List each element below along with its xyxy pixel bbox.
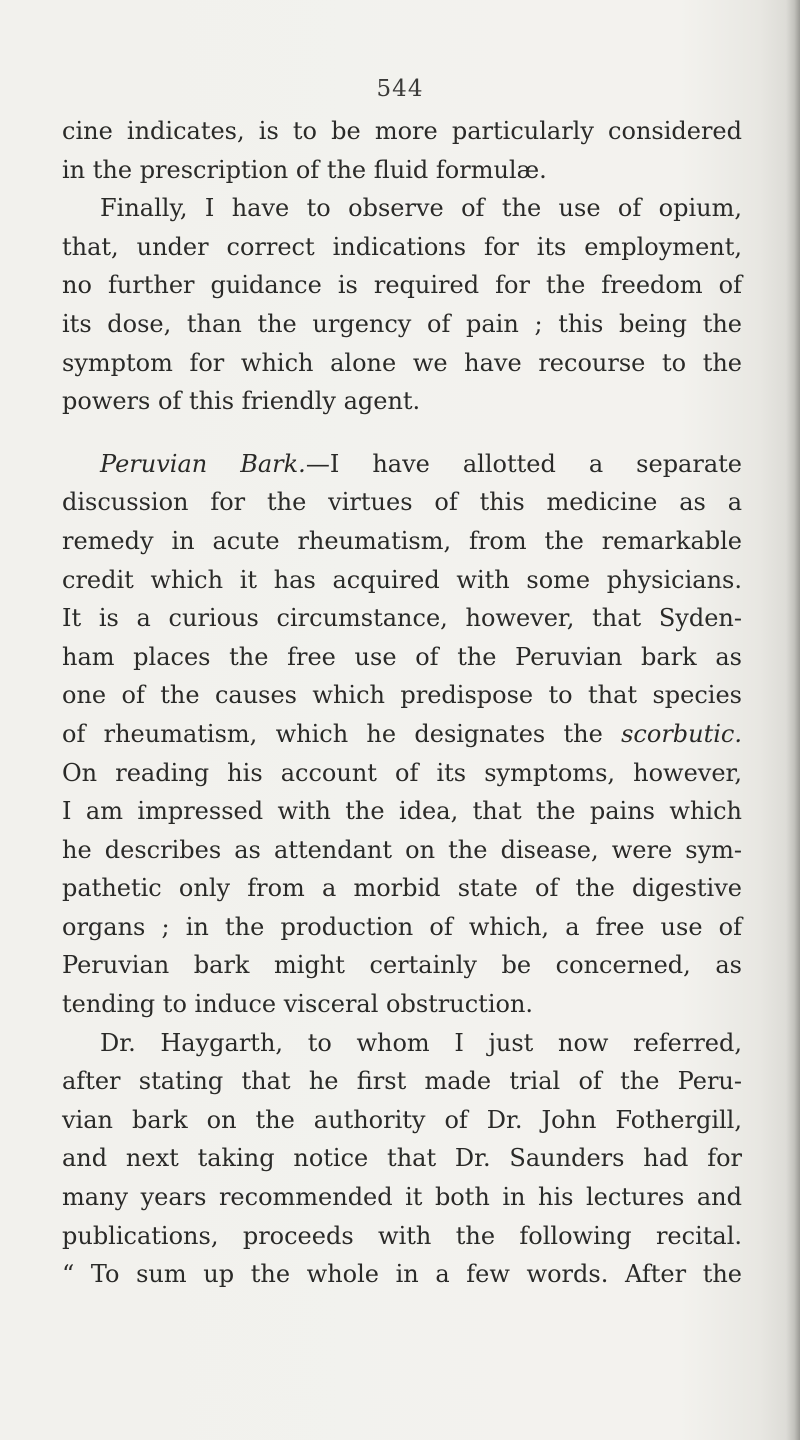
text-line: ham places the free use of the Peruvian bark as bbox=[62, 642, 742, 671]
italic-term: scorbutic. bbox=[621, 719, 742, 748]
text-line: credit which it has acquired with some physicians. bbox=[62, 565, 742, 594]
text-line: he describes as attendant on the disease, were sym- bbox=[62, 835, 742, 864]
text-line: symptom for which alone we have recourse to the bbox=[62, 348, 742, 377]
heading-continuation: —I have allotted a separate bbox=[305, 449, 742, 478]
text-line: cine indicates, is to be more particularly considered bbox=[62, 117, 742, 145]
text-line bbox=[62, 445, 742, 484]
body-text bbox=[62, 112, 742, 1294]
text-line: in the prescription of the fluid formulæ. bbox=[62, 155, 547, 184]
paragraph-haygarth bbox=[62, 1024, 742, 1294]
paragraph-gap bbox=[62, 421, 742, 445]
text-line: powers of this friendly agent. bbox=[62, 387, 421, 416]
text-line: publications, proceeds with the following recital. bbox=[62, 1221, 742, 1250]
text-line: pathetic only from a morbid state of the digestive bbox=[62, 874, 742, 903]
text-line: Dr. Haygarth, to whom I just now referred, bbox=[100, 1028, 742, 1057]
page-number: 544 bbox=[376, 76, 424, 102]
paragraph-peruvian-bark bbox=[62, 445, 742, 1024]
text-line: tending to induce visceral obstruction. bbox=[62, 990, 534, 1019]
text-line: its dose, than the urgency of pain ; this being the bbox=[62, 309, 742, 338]
text-run: of rheumatism, which he designates the bbox=[62, 719, 622, 748]
text-line: It is a curious circumstance, however, that Syden- bbox=[62, 604, 742, 633]
text-line: Finally, I have to observe of the use of opium, bbox=[100, 194, 742, 223]
paragraph-opium bbox=[62, 189, 742, 421]
text-line: after stating that he first made trial of the Peru- bbox=[62, 1067, 742, 1096]
page-edge-shadow bbox=[786, 0, 800, 1440]
text-line: and next taking notice that Dr. Saunders had for bbox=[62, 1144, 742, 1173]
text-line: Peruvian bark might certainly be concerned, as bbox=[62, 951, 742, 980]
text-line: organs ; in the production of which, a free use of bbox=[62, 912, 742, 941]
text-line: discussion for the virtues of this medicine as a bbox=[62, 488, 742, 517]
text-line: no further guidance is required for the freedom of bbox=[62, 271, 742, 300]
text-line: On reading his account of its symptoms, however, bbox=[62, 758, 742, 787]
section-heading: Peruvian Bark. bbox=[100, 449, 306, 478]
text-line: many years recommended it both in his lectures and bbox=[62, 1183, 742, 1212]
text-line: I am impressed with the idea, that the pains which bbox=[62, 797, 742, 826]
text-line: remedy in acute rheumatism, from the remarkable bbox=[62, 526, 742, 555]
paragraph-continuation bbox=[62, 112, 742, 189]
text-line: “ To sum up the whole in a few words. After the bbox=[62, 1260, 742, 1289]
text-line: vian bark on the authority of Dr. John Fothergill, bbox=[62, 1105, 742, 1134]
text-line: one of the causes which predispose to that species bbox=[62, 681, 742, 710]
text-line: that, under correct indications for its employment, bbox=[62, 232, 742, 261]
text-line bbox=[62, 715, 742, 754]
